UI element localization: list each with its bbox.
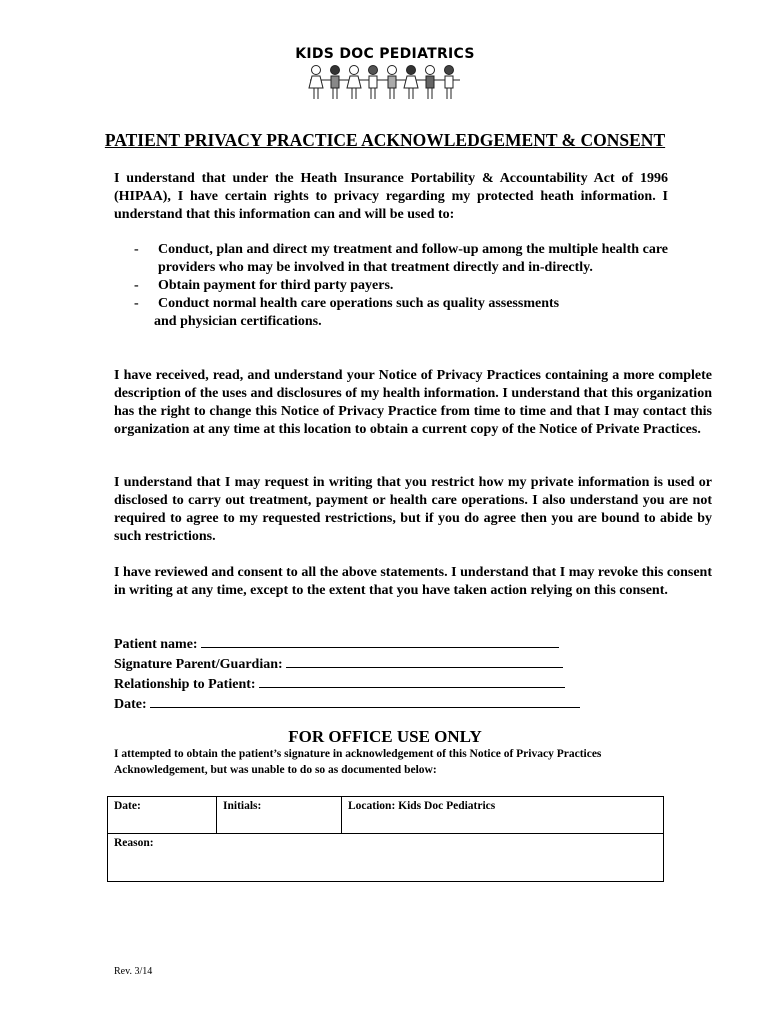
- office-date-cell[interactable]: Date:: [108, 797, 217, 834]
- date-field[interactable]: Date:: [114, 694, 580, 714]
- list-item: - Obtain payment for third party payers.: [134, 278, 394, 293]
- notice-paragraph: I have received, read, and understand your Notice of Privacy Practices containing a more complete description of the uses and disclosures of my health information. I understand that this organization has the right to change this Notice of Privacy Practice from time to time and that I may contact this organization at any time at this location to obtain a current copy of the Notice of Private Practices.: [114, 368, 712, 437]
- patient-name-field[interactable]: Patient name:: [114, 634, 580, 654]
- office-reason-cell[interactable]: Reason:: [108, 834, 664, 882]
- page-title: PATIENT PRIVACY PRACTICE ACKNOWLEDGEMENT & CONSENT: [104, 130, 666, 150]
- revision-label: Rev. 3/14: [114, 966, 153, 977]
- office-use-table: [107, 796, 664, 882]
- uses-list: [134, 241, 668, 331]
- office-location-cell: Location: Kids Doc Pediatrics: [342, 797, 664, 834]
- list-item: - Conduct, plan and direct my treatment and follow-up among the multiple health care providers who may be involved in that treatment directly and in-directly.: [134, 242, 668, 275]
- intro-paragraph: I understand that under the Heath Insurance Portability & Accountability Act of 1996 (HIPAA), I have certain rights to privacy regarding my protected heath information. I understand that this information can and will be used to:: [114, 171, 668, 222]
- office-use-heading: FOR OFFICE USE ONLY: [288, 727, 482, 746]
- relationship-field[interactable]: Relationship to Patient:: [114, 674, 580, 694]
- office-initials-cell[interactable]: Initials:: [217, 797, 342, 834]
- signature-fields: [114, 634, 580, 714]
- signature-field[interactable]: Signature Parent/Guardian:: [114, 654, 580, 674]
- children-holding-hands-icon: [306, 64, 464, 102]
- list-item: - Conduct normal health care operations such as quality assessments: [134, 296, 560, 311]
- list-item-continuation: and physician certifications.: [154, 314, 322, 329]
- consent-paragraph: I have reviewed and consent to all the above statements. I understand that I may revoke this consent in writing at any time, except to the extent that you have taken action relying on this consent.: [114, 565, 712, 598]
- office-note: I attempted to obtain the patient’s signature in acknowledgement of this Notice of Privacy Practices Acknowledgement, but was unable to do so as documented below:: [114, 748, 602, 776]
- restriction-paragraph: I understand that I may request in writing that you restrict how my private information is used or disclosed to carry out treatment, payment or health care operations. I also understand you are not required to agree to my requested restrictions, but if you do agree then you are bound to abide by such restrictions.: [114, 475, 712, 544]
- practice-name: KIDS DOC PEDIATRICS: [295, 46, 475, 62]
